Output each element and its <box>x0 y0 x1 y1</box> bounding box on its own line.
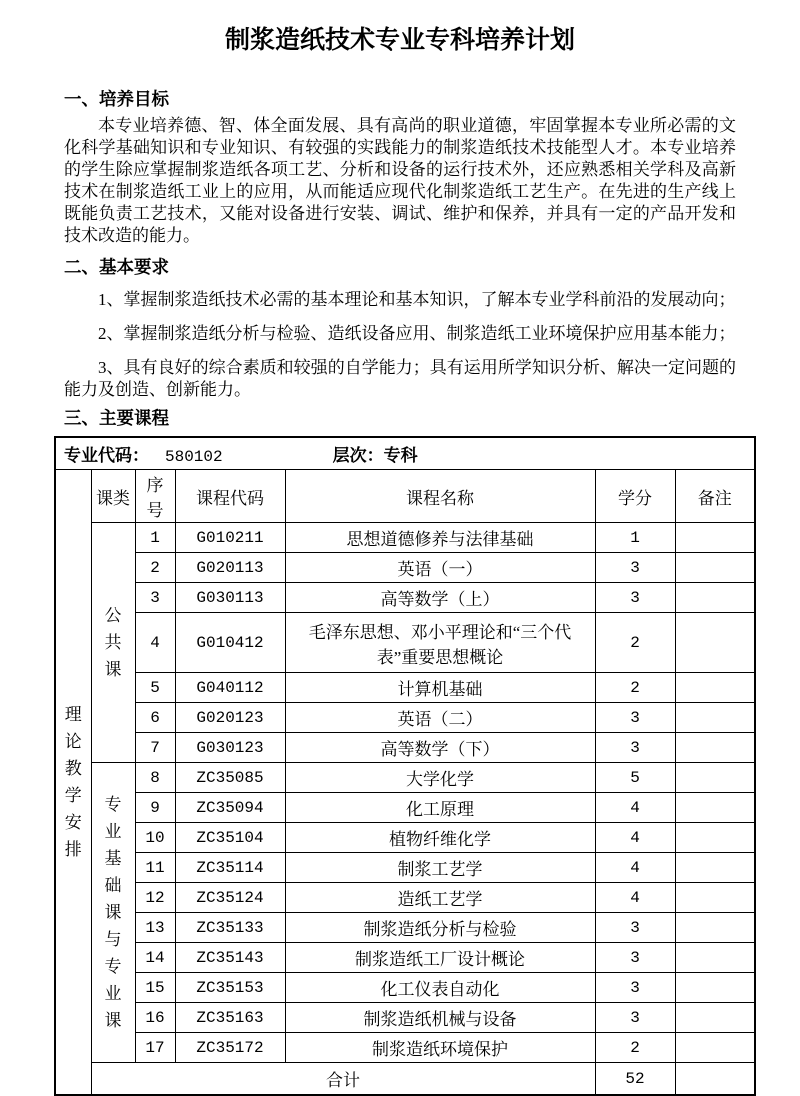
meta-cell <box>55 437 755 470</box>
course-remark <box>675 973 755 1003</box>
course-name: 制浆造纸环境保护 <box>285 1033 595 1063</box>
section-heading-courses: 三、主要课程 <box>64 408 169 428</box>
course-seq: 5 <box>135 673 175 703</box>
table-row <box>55 913 755 943</box>
course-name: 思想道德修养与法律基础 <box>285 523 595 553</box>
course-credits: 2 <box>595 613 675 673</box>
col-header-category: 课类 <box>91 470 135 523</box>
course-remark <box>675 673 755 703</box>
course-name: 制浆造纸分析与检验 <box>285 913 595 943</box>
course-seq: 4 <box>135 613 175 673</box>
course-name: 制浆造纸机械与设备 <box>285 1003 595 1033</box>
course-seq: 8 <box>135 763 175 793</box>
course-name: 英语（一） <box>285 553 595 583</box>
course-code: ZC35163 <box>175 1003 285 1033</box>
course-credits: 3 <box>595 703 675 733</box>
course-name: 毛泽东思想、邓小平理论和“三个代表”重要思想概论 <box>285 613 595 673</box>
group-cell-major <box>91 763 135 1063</box>
course-credits: 3 <box>595 943 675 973</box>
section-heading-goal: 一、培养目标 <box>64 89 169 109</box>
side-label-cell <box>55 470 91 1096</box>
course-code: ZC35104 <box>175 823 285 853</box>
course-code: G020123 <box>175 703 285 733</box>
course-remark <box>675 793 755 823</box>
course-credits: 3 <box>595 973 675 1003</box>
table-row <box>55 793 755 823</box>
course-remark <box>675 733 755 763</box>
table-row <box>55 733 755 763</box>
courses-table <box>54 436 756 1096</box>
table-total-row <box>55 1063 755 1096</box>
course-seq: 16 <box>135 1003 175 1033</box>
course-code: ZC35094 <box>175 793 285 823</box>
col-header-remark: 备注 <box>675 470 755 523</box>
course-code: ZC35133 <box>175 913 285 943</box>
course-credits: 4 <box>595 793 675 823</box>
course-seq: 2 <box>135 553 175 583</box>
course-credits: 3 <box>595 1003 675 1033</box>
course-code: G040112 <box>175 673 285 703</box>
total-label: 合计 <box>91 1063 595 1096</box>
course-code: ZC35114 <box>175 853 285 883</box>
course-credits: 3 <box>595 553 675 583</box>
course-name: 制浆造纸工厂设计概论 <box>285 943 595 973</box>
col-header-seq: 序号 <box>135 470 175 523</box>
group-cell-public <box>91 523 135 763</box>
table-row <box>55 1003 755 1033</box>
table-row <box>55 1033 755 1063</box>
course-remark <box>675 823 755 853</box>
table-row <box>55 673 755 703</box>
table-header-row <box>55 470 755 523</box>
course-name: 造纸工艺学 <box>285 883 595 913</box>
course-remark <box>675 703 755 733</box>
course-code: G010211 <box>175 523 285 553</box>
table-row <box>55 703 755 733</box>
course-remark <box>675 763 755 793</box>
course-remark <box>675 613 755 673</box>
course-seq: 14 <box>135 943 175 973</box>
course-seq: 9 <box>135 793 175 823</box>
course-name: 高等数学（上） <box>285 583 595 613</box>
table-row <box>55 613 755 673</box>
course-credits: 3 <box>595 733 675 763</box>
course-code: G030123 <box>175 733 285 763</box>
table-row <box>55 883 755 913</box>
total-credits: 52 <box>595 1063 675 1096</box>
table-row <box>55 763 755 793</box>
course-code: ZC35085 <box>175 763 285 793</box>
course-name: 高等数学（下） <box>285 733 595 763</box>
course-remark <box>675 523 755 553</box>
total-remark <box>675 1063 755 1096</box>
course-code: ZC35172 <box>175 1033 285 1063</box>
course-credits: 1 <box>595 523 675 553</box>
course-name: 英语（二） <box>285 703 595 733</box>
table-row <box>55 943 755 973</box>
course-code: ZC35153 <box>175 973 285 1003</box>
course-remark <box>675 883 755 913</box>
course-remark <box>675 583 755 613</box>
table-meta-row <box>55 437 755 470</box>
col-header-credits: 学分 <box>595 470 675 523</box>
course-name: 大学化学 <box>285 763 595 793</box>
col-header-name: 课程名称 <box>285 470 595 523</box>
course-code: G030113 <box>175 583 285 613</box>
table-row <box>55 523 755 553</box>
course-seq: 15 <box>135 973 175 1003</box>
course-credits: 4 <box>595 883 675 913</box>
course-code: ZC35143 <box>175 943 285 973</box>
requirement-item: 3、具有良好的综合素质和较强的自学能力；具有运用所学知识分析、解决一定问题的能力及创造、创新能力。 <box>64 358 736 399</box>
course-credits: 3 <box>595 913 675 943</box>
side-label: 理论教学安排 <box>64 705 82 859</box>
course-remark <box>675 913 755 943</box>
course-credits: 4 <box>595 823 675 853</box>
course-credits: 2 <box>595 1033 675 1063</box>
course-name: 植物纤维化学 <box>285 823 595 853</box>
course-code: G020113 <box>175 553 285 583</box>
requirement-item: 2、掌握制浆造纸分析与检验、造纸设备应用、制浆造纸工业环境保护应用基本能力； <box>98 324 736 343</box>
course-remark <box>675 553 755 583</box>
course-remark <box>675 943 755 973</box>
course-name: 化工原理 <box>285 793 595 823</box>
course-credits: 4 <box>595 853 675 883</box>
level-label: 层次：专科 <box>332 446 418 465</box>
course-credits: 2 <box>595 673 675 703</box>
course-remark <box>675 1003 755 1033</box>
course-seq: 12 <box>135 883 175 913</box>
section-heading-requirements: 二、基本要求 <box>64 257 169 277</box>
page-title: 制浆造纸技术专业专科培养计划 <box>224 26 575 54</box>
table-row <box>55 583 755 613</box>
course-code: G010412 <box>175 613 285 673</box>
goal-paragraph: 本专业培养德、智、体全面发展、具有高尚的职业道德，牢固掌握本专业所必需的文化科学基础知识和专业知识、有较强的实践能力的制浆造纸技术技能型人才。本专业培养的学生除应掌握制浆造纸各项工艺、分析和设备的运行技术外，还应熟悉相关学科及高新技术在制浆造纸工业上的应用，从而能适应现代化制浆造纸工艺生产。在先进的生产线上既能负责工艺技术，又能对设备进行安装、调试、维护和保养，并具有一定的产品开发和技术改造的能力。 <box>64 116 736 245</box>
table-row <box>55 853 755 883</box>
course-code: ZC35124 <box>175 883 285 913</box>
course-credits: 3 <box>595 583 675 613</box>
course-seq: 1 <box>135 523 175 553</box>
table-row <box>55 823 755 853</box>
course-seq: 6 <box>135 703 175 733</box>
group-label-public: 公共课 <box>104 606 122 679</box>
course-seq: 7 <box>135 733 175 763</box>
course-seq: 3 <box>135 583 175 613</box>
table-row <box>55 973 755 1003</box>
course-name: 计算机基础 <box>285 673 595 703</box>
major-code-value: 580102 <box>165 448 223 466</box>
course-remark <box>675 853 755 883</box>
course-seq: 11 <box>135 853 175 883</box>
course-seq: 13 <box>135 913 175 943</box>
course-remark <box>675 1033 755 1063</box>
course-seq: 10 <box>135 823 175 853</box>
course-credits: 5 <box>595 763 675 793</box>
major-code-label: 专业代码： <box>64 446 149 465</box>
course-seq: 17 <box>135 1033 175 1063</box>
table-row <box>55 553 755 583</box>
course-name: 化工仪表自动化 <box>285 973 595 1003</box>
group-label-major: 专业基础课与专业课 <box>104 795 122 1030</box>
course-name: 制浆工艺学 <box>285 853 595 883</box>
col-header-code: 课程代码 <box>175 470 285 523</box>
requirement-item: 1、掌握制浆造纸技术必需的基本理论和基本知识，了解本专业学科前沿的发展动向； <box>98 290 736 309</box>
